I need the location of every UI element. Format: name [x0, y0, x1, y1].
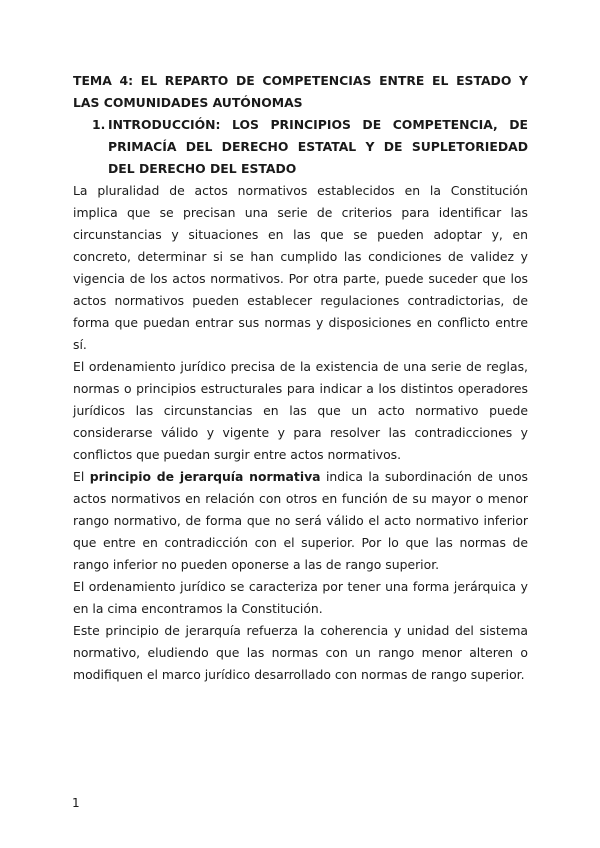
- paragraph-3-bold-term: principio de jerarquía normativa: [89, 469, 321, 484]
- page-number: 1: [72, 796, 80, 810]
- paragraph-2: El ordenamiento jurídico precisa de la existencia de una serie de reglas, normas o principios estructurales para indicar a los distintos operadores jurídicos las circunstancias en las que un acto normativo puede considerarse válido y vigente y para resolver las contradicciones y conflictos que puedan surgir entre actos normativos.: [73, 359, 528, 462]
- paragraph-3-rest: indica la subordinación de unos actos normativos en relación con otros en función de su mayor o menor rango normativo, de forma que no será válido el acto normativo inferior que entre en contradicción con el superior. Por lo que las normas de rango inferior no pueden oponerse a las de rango superior.: [73, 469, 528, 572]
- section-heading: [92, 114, 528, 180]
- section-title: INTRODUCCIÓN: LOS PRINCIPIOS DE COMPETENCIA, DE PRIMACÍA DEL DERECHO ESTATAL Y DE SUPLETORIEDAD DEL DERECHO DEL ESTADO: [108, 117, 528, 176]
- paragraph-1: La pluralidad de actos normativos establecidos en la Constitución implica que se precisan una serie de criterios para identificar las circunstancias y situaciones en las que se pueden adoptar y, en concreto, determinar si se han cumplido las condiciones de validez y vigencia de los actos normativos. Por otra parte, puede suceder que los actos normativos pueden establecer regulaciones contradictorias, de forma que puedan entrar sus normas y disposiciones en conflicto entre sí.: [73, 183, 528, 352]
- document-title: TEMA 4: EL REPARTO DE COMPETENCIAS ENTRE EL ESTADO Y LAS COMUNIDADES AUTÓNOMAS: [73, 73, 528, 110]
- section-number: 1.: [92, 117, 106, 132]
- paragraph-5: Este principio de jerarquía refuerza la coherencia y unidad del sistema normativo, eludiendo que las normas con un rango menor alteren o modifiquen el marco jurídico desarrollado con normas de rango superior.: [73, 623, 528, 682]
- document-page: [73, 70, 528, 686]
- paragraph-3: [73, 466, 528, 576]
- paragraph-4: El ordenamiento jurídico se caracteriza por tener una forma jerárquica y en la cima encontramos la Constitución.: [73, 579, 528, 616]
- paragraph-3-lead: El: [73, 469, 90, 484]
